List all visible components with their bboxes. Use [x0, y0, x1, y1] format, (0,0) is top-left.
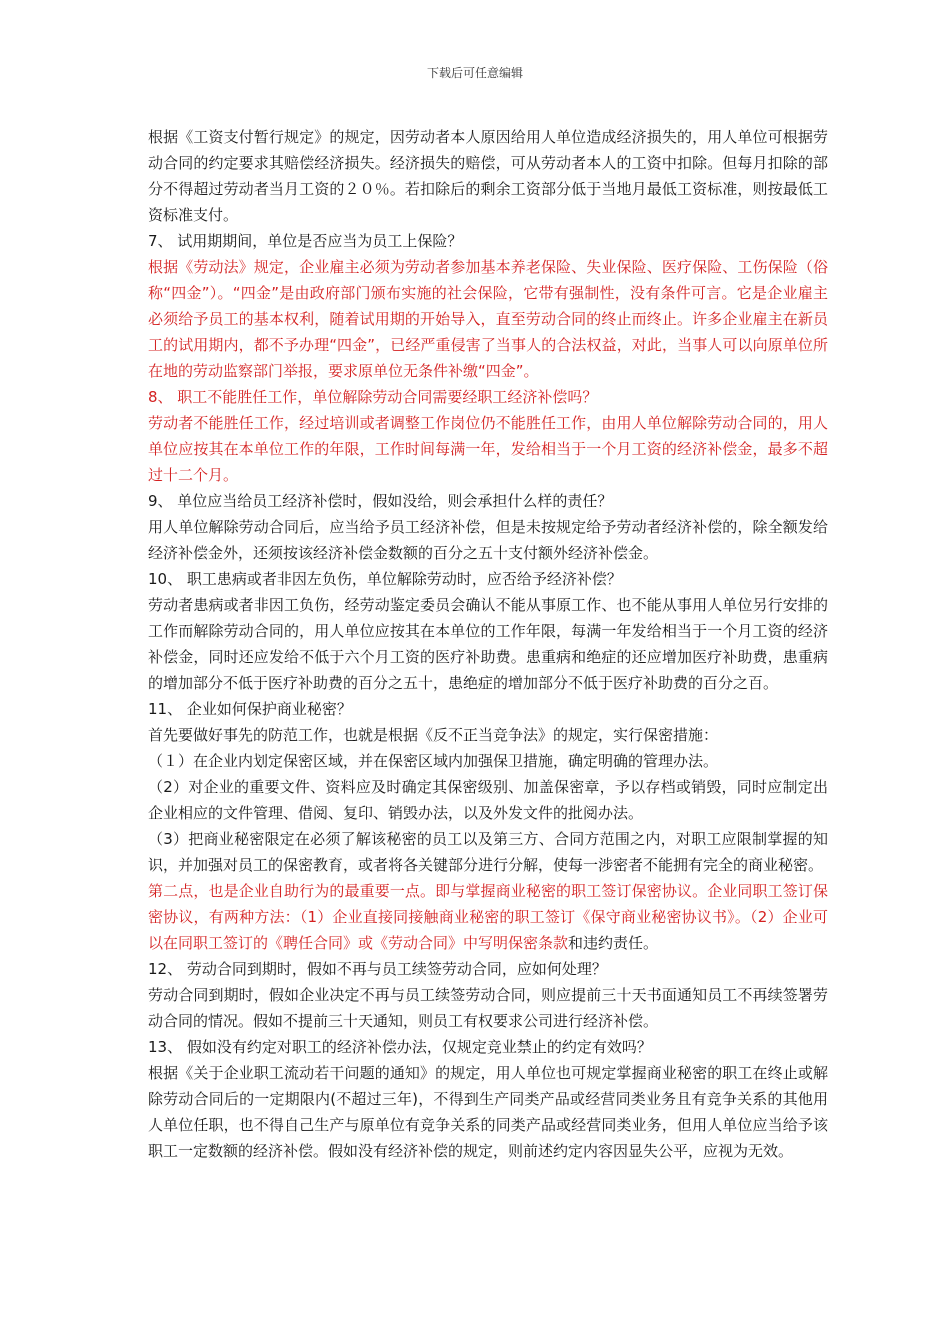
question-8: 8、 职工不能胜任工作，单位解除劳动合同需要经职工经济补偿吗？: [148, 388, 598, 406]
question-7: 7、 试用期期间，单位是否应当为员工上保险？: [148, 232, 463, 250]
question-10: 10、 职工患病或者非因左负伤，单位解除劳动时，应否给予经济补偿？: [148, 570, 622, 588]
answer-11-second-point: [148, 878, 828, 956]
answer-7: 根据《劳动法》规定，企业雇主必须为劳动者参加基本养老保险、失业保险、医疗保险、工伤保险（俗称“四金”）。“四金”是由政府部门颁布实施的社会保险，它带有强制性，没有条件可言。它是企业雇主必须给予员工的基本权利，随着试用期的开始导入，直至劳动合同的终止而终止。许多企业雇主在新员工的试用期内，都不予办理“四金”，已经严重侵害了当事人的合法权益，对此，当事人可以向原单位所在地的劳动监察部门举报，要求原单位无条件补缴“四金”。: [148, 258, 828, 380]
answer-11-intro: 首先要做好事先的防范工作，也就是根据《反不正当竞争法》的规定，实行保密措施：: [148, 726, 719, 744]
question-13: 13、 假如没有约定对职工的经济补偿办法，仅规定竞业禁止的约定有效吗？: [148, 1038, 652, 1056]
question-12: 12、 劳动合同到期时，假如不再与员工续签劳动合同，应如何处理？: [148, 960, 607, 978]
question-9: 9、 单位应当给员工经济补偿时，假如没给，则会承担什么样的责任？: [148, 492, 613, 510]
second-point-tail: 和违约责任。: [568, 934, 659, 952]
answer-10: 劳动者患病或者非因工负伤，经劳动鉴定委员会确认不能从事原工作、也不能从事用人单位另行安排的工作而解除劳动合同的，用人单位应按其在本单位的工作年限，每满一年发给相当于一个月工资的经济补偿金，同时还应发给不低于六个月工资的医疗补助费。患重病和绝症的还应增加医疗补助费，患重病的增加部分不低于医疗补助费的百分之五十，患绝症的增加部分不低于医疗补助费的百分之百。: [148, 596, 828, 692]
answer-8: 劳动者不能胜任工作，经过培训或者调整工作岗位仍不能胜任工作，由用人单位解除劳动合同的，用人单位应按其在本单位工作的年限，工作时间每满一年，发给相当于一个月工资的经济补偿金，最多不超过十二个月。: [148, 414, 828, 484]
answer-12: 劳动合同到期时，假如企业决定不再与员工续签劳动合同，则应提前三十天书面通知员工不再续签署劳动合同的情况。假如不提前三十天通知，则员工有权要求公司进行经济补偿。: [148, 986, 828, 1030]
page-header: 下载后可任意编辑: [426, 66, 523, 80]
answer-13: 根据《关于企业职工流动若干问题的通知》的规定，用人单位也可规定掌握商业秘密的职工在终止或解除劳动合同后的一定期限内(不超过三年)，不得到生产同类产品或经营同类业务且有竞争关系的其他用人单位任职，也不得自己生产与原单位有竞争关系的同类产品或经营同类业务，但用人单位应当给予该职工一定数额的经济补偿。假如没有经济补偿的规定，则前述约定内容因显失公平，应视为无效。: [148, 1064, 828, 1160]
paragraph-wage-deduction: 根据《工资支付暂行规定》的规定，因劳动者本人原因给用人单位造成经济损失的，用人单位可根据劳动合同的约定要求其赔偿经济损失。经济损失的赔偿，可从劳动者本人的工资中扣除。但每月扣除的部分不得超过劳动者当月工资的２０％。若扣除后的剩余工资部分低于当地月最低工资标准，则按最低工资标准支付。: [148, 128, 828, 224]
document-body: [148, 124, 828, 1164]
second-point-red-text: 第二点，也是企业自助行为的最重要一点。即与掌握商业秘密的职工签订保密协议。企业同职工签订保密协议，有两种方法：（1）企业直接同接触商业秘密的职工签订《保守商业秘密协议书》。（2）企业可以在同职工签订的《聘任合同》或《劳动合同》中写明保密条款: [148, 882, 828, 952]
answer-11-item-1: （１）在企业内划定保密区域，并在保密区域内加强保卫措施，确定明确的管理办法。: [148, 752, 719, 770]
question-11: 11、 企业如何保护商业秘密？: [148, 700, 352, 718]
answer-9: 用人单位解除劳动合同后，应当给予员工经济补偿，但是未按规定给予劳动者经济补偿的，除全额发给经济补偿金外，还须按该经济补偿金数额的百分之五十支付额外经济补偿金。: [148, 518, 828, 562]
answer-11-item-2: （2）对企业的重要文件、资料应及时确定其保密级别、加盖保密章，予以存档或销毁，同时应制定出企业相应的文件管理、借阅、复印、销毁办法，以及外发文件的批阅办法。: [148, 778, 828, 822]
answer-11-item-3: （3）把商业秘密限定在必须了解该秘密的员工以及第三方、合同方范围之内，对职工应限制掌握的知识，并加强对员工的保密教育，或者将各关键部分进行分解，使每一涉密者不能拥有完全的商业秘密。: [148, 830, 828, 874]
